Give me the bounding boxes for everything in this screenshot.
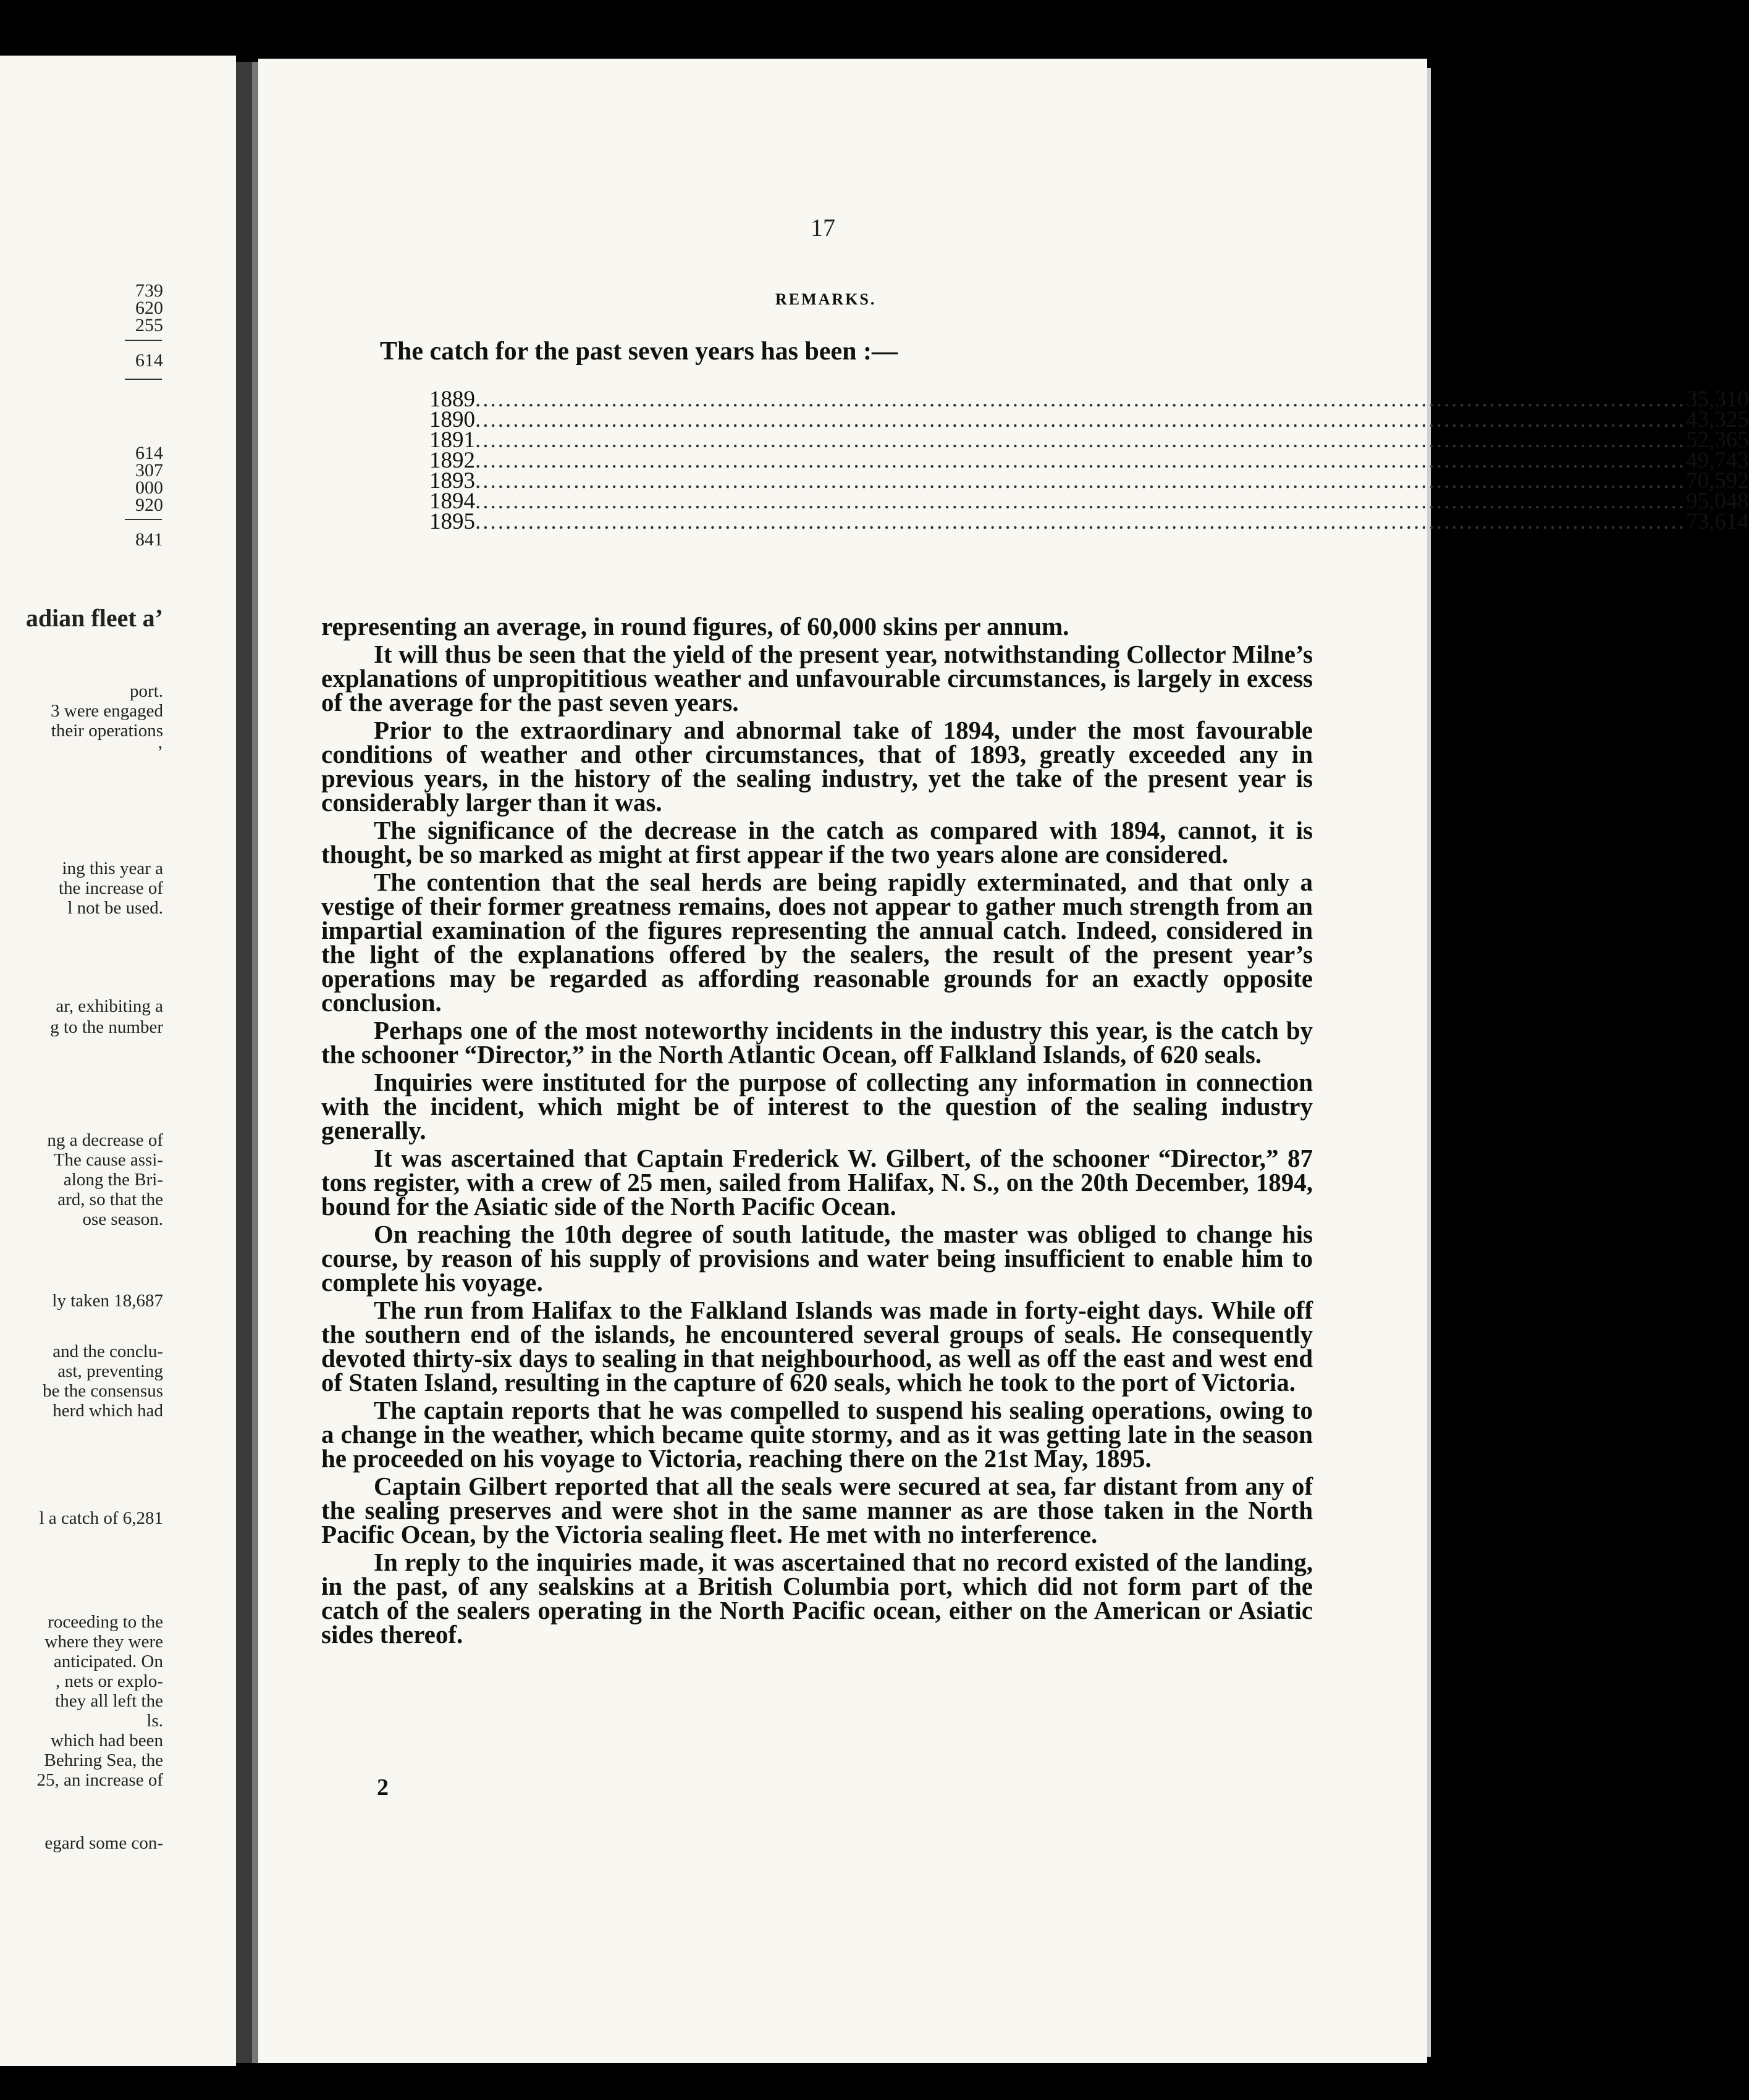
- left-number: 920: [135, 495, 163, 515]
- total-rule: [125, 379, 162, 380]
- catch-year: 1889: [429, 387, 475, 412]
- catch-year: 1893: [429, 468, 475, 494]
- body-text: [321, 612, 1313, 1648]
- left-text-fragment: ’: [157, 742, 163, 762]
- left-number: 255: [135, 315, 163, 335]
- body-paragraph: The contention that the seal herds are being rapidly exterminated, and that only a vestige of their former greatness remains, does not appear to gather much strength from an impartial examination of the figures representing the annual catch. Indeed, considered in the light of the explanations offered by the sealers, the result of the present year’s operations may be regarded as affording reasonable grounds for an exactly opposite conclusion.: [321, 868, 1313, 1017]
- body-paragraph: Perhaps one of the most noteworthy incidents in the industry this year, is the catch by the schooner “Director,” in the North Atlantic Ocean, off Falkland Islands, of 620 seals.: [321, 1016, 1313, 1069]
- body-paragraph: The captain reports that he was compelled to suspend his sealing operations, owing to a change in the weather, which became quite stormy, and as it was getting late in the season he proceeded on his voyage to Victoria, reaching there on the 21st May, 1895.: [321, 1396, 1313, 1472]
- left-text-fragment: their operations: [51, 721, 163, 741]
- dot-leader: ................................................................................................................................................................: [475, 387, 1686, 412]
- left-text-fragment: port.: [130, 681, 163, 701]
- binding-shadow: [252, 62, 258, 2063]
- left-number: 614: [135, 350, 163, 371]
- left-text-fragment: herd which had: [53, 1401, 163, 1421]
- body-paragraph: Prior to the extraordinary and abnormal take of 1894, under the most favourable conditions of weather and other circumstances, that of 1893, greatly exceeded any in previous years, in the history of the sealing industry, yet the take of the present year is considerably larger than it was.: [321, 716, 1313, 817]
- body-paragraph: It was ascertained that Captain Frederick W. Gilbert, of the schooner “Director,” 87 tons register, with a crew of 25 men, sailed from Halifax, N. S., on the 20th December, 1894, bound for the Asiatic side of the North Pacific Ocean.: [321, 1144, 1313, 1220]
- body-paragraph: On reaching the 10th degree of south latitude, the master was obliged to change his course, by reason of his supply of provisions and water being insufficient to enable him to complete his voyage.: [321, 1220, 1313, 1296]
- left-number: 000: [135, 477, 163, 498]
- catch-year: 1891: [429, 427, 475, 453]
- catch-year: 1890: [429, 407, 475, 432]
- body-paragraph: Inquiries were instituted for the purpose of collecting any information in connection with the incident, which might be of interest to the question of the sealing industry generally.: [321, 1068, 1313, 1144]
- left-text-fragment: egard some con-: [44, 1833, 163, 1853]
- dot-leader: ................................................................................................................................................................: [475, 407, 1686, 432]
- catch-year: 1895: [429, 509, 475, 534]
- page-number: 17: [811, 214, 835, 242]
- left-text-fragment: along the Bri-: [63, 1170, 163, 1190]
- left-text-fragment: 25, an increase of: [36, 1770, 163, 1790]
- left-number: 841: [135, 529, 163, 550]
- left-text-fragment: ose season.: [82, 1209, 163, 1229]
- left-number: 614: [135, 443, 163, 463]
- catch-row: [429, 509, 1749, 534]
- left-text-fragment: , nets or explo-: [56, 1671, 163, 1691]
- left-text-fragment: l a catch of 6,281: [39, 1508, 163, 1528]
- binding-gutter: [236, 62, 252, 2063]
- body-paragraph: Captain Gilbert reported that all the seals were secured at sea, far distant from any of the sealing preserves and were shot in the same manner as are those taken in the North Pacific Ocean, by the Victoria sealing fleet. He met with no interference.: [321, 1472, 1313, 1548]
- catch-year: 1894: [429, 489, 475, 514]
- catch-value: 52,365: [1686, 427, 1749, 453]
- left-number: 739: [135, 280, 163, 301]
- left-text-fragment: and the conclu-: [53, 1342, 163, 1361]
- page-edge: [1427, 68, 1431, 2057]
- left-text-fragment: ar, exhibiting a: [56, 996, 163, 1016]
- catch-intro: The catch for the past seven years has been :—: [380, 337, 898, 366]
- left-text-fragment: g to the number: [50, 1017, 163, 1037]
- left-text-fragment: ng a decrease of: [47, 1130, 163, 1150]
- dot-leader: ................................................................................................................................................................: [475, 448, 1686, 473]
- catch-value: 43,325: [1686, 407, 1749, 432]
- catch-value: 35,310: [1686, 387, 1749, 412]
- catch-year: 1892: [429, 448, 475, 473]
- total-rule: [125, 519, 162, 520]
- left-text-fragment: roceeding to the: [48, 1612, 163, 1632]
- catch-value: 95,048: [1686, 489, 1749, 514]
- body-paragraph: The significance of the decrease in the catch as compared with 1894, cannot, it is thought, be so marked as might at first appear if the two years alone are considered.: [321, 816, 1313, 868]
- catch-value: 73,614: [1686, 509, 1749, 534]
- dot-leader: ................................................................................................................................................................: [475, 509, 1686, 534]
- left-text-fragment: The cause assi-: [53, 1150, 163, 1170]
- left-text-fragment: l not be used.: [67, 898, 163, 918]
- left-number: 307: [135, 460, 163, 481]
- body-paragraph: The run from Halifax to the Falkland Islands was made in forty-eight days. While off the southern end of the islands, he encountered several groups of seals. He consequently devoted thirty-six days to sealing in that neighbourhood, as well as off the east and west end of Staten Island, resulting in the capture of 620 seals, which he took to the port of Victoria.: [321, 1296, 1313, 1396]
- body-paragraph: representing an average, in round figures, of 60,000 skins per annum.: [321, 612, 1069, 640]
- left-text-fragment: where they were: [44, 1632, 163, 1652]
- left-text-fragment: ast, preventing: [57, 1361, 163, 1381]
- catch-value: 49,743: [1686, 448, 1749, 473]
- left-text-fragment: ard, so that the: [57, 1190, 163, 1209]
- body-paragraph: It will thus be seen that the yield of the present year, notwithstanding Collector Milne’s explanations of unpropititious weather and unfavourable circumstances, is largely in excess of the average for the past seven years.: [321, 640, 1313, 716]
- catch-value: 70,592: [1686, 468, 1749, 494]
- left-text-fragment: Behring Sea, the: [44, 1750, 163, 1770]
- left-text-fragment: they all left the: [55, 1691, 163, 1711]
- body-paragraph: In reply to the inquiries made, it was ascertained that no record existed of the landing, in the past, of any sealskins at a British Columbia port, which did not form part of the catch of the sealers operating in the North Pacific ocean, either on the American or Asiatic sides thereof.: [321, 1548, 1313, 1648]
- left-text-fragment: anticipated. On: [53, 1652, 163, 1671]
- left-heading-fragment: adian fleet a’: [25, 604, 163, 632]
- section-heading: REMARKS.: [775, 290, 877, 308]
- dot-leader: ................................................................................................................................................................: [475, 427, 1686, 453]
- left-text-fragment: ing this year a: [62, 859, 163, 878]
- left-page-fragment: [0, 56, 236, 2066]
- dot-leader: ................................................................................................................................................................: [475, 468, 1686, 494]
- left-number: 620: [135, 298, 163, 318]
- dot-leader: ................................................................................................................................................................: [475, 489, 1686, 514]
- left-text-fragment: ls.: [146, 1711, 163, 1731]
- signature-mark: 2: [377, 1774, 389, 1800]
- total-rule: [125, 340, 162, 341]
- left-text-fragment: be the consensus: [43, 1381, 163, 1401]
- left-text-fragment: the increase of: [58, 878, 163, 898]
- left-text-fragment: 3 were engaged: [51, 701, 163, 721]
- catch-table: [429, 387, 1749, 534]
- left-text-fragment: which had been: [51, 1731, 163, 1750]
- left-text-fragment: ly taken 18,687: [52, 1291, 163, 1311]
